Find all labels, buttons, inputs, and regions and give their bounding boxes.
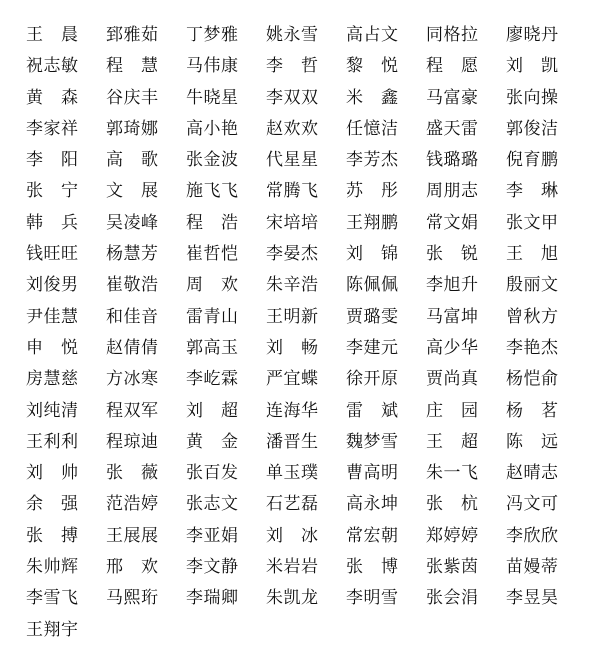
name-entry: 刘俊男 bbox=[26, 275, 79, 296]
name-entry: 方冰寒 bbox=[106, 369, 159, 390]
name-entry: 殷丽文 bbox=[506, 275, 559, 296]
name-entry: 程琼迪 bbox=[106, 431, 159, 452]
name-entry: 张向操 bbox=[506, 87, 559, 108]
name-entry: 任憶洁 bbox=[346, 118, 399, 139]
name-entry: 郭琦娜 bbox=[106, 118, 159, 139]
name-entry: 陈 远 bbox=[506, 431, 559, 452]
name-entry: 申 悦 bbox=[26, 337, 79, 358]
name-entry: 张会涓 bbox=[426, 588, 479, 609]
name-entry: 张紫茵 bbox=[426, 557, 479, 578]
name-entry: 张志文 bbox=[186, 494, 239, 515]
name-entry: 李晏杰 bbox=[266, 244, 319, 265]
name-entry: 冯文可 bbox=[506, 494, 559, 515]
name-entry: 谷庆丰 bbox=[106, 87, 159, 108]
name-entry: 常文娟 bbox=[426, 212, 479, 233]
name-entry: 陈佩佩 bbox=[346, 275, 399, 296]
name-entry: 徐开原 bbox=[346, 369, 399, 390]
name-entry: 李屹霖 bbox=[186, 369, 239, 390]
name-entry: 张 宁 bbox=[26, 181, 79, 202]
name-entry: 吴凌峰 bbox=[106, 212, 159, 233]
name-entry: 张 杭 bbox=[426, 494, 479, 515]
name-entry: 李芳杰 bbox=[346, 150, 399, 171]
name-entry: 张 博 bbox=[346, 557, 399, 578]
name-entry: 黎 悦 bbox=[346, 56, 399, 77]
name-entry: 程 愿 bbox=[426, 56, 479, 77]
name-entry: 李 琳 bbox=[506, 181, 559, 202]
name-entry: 朱辛浩 bbox=[266, 275, 319, 296]
name-entry: 高小艳 bbox=[186, 118, 239, 139]
name-entry: 文 展 bbox=[106, 181, 159, 202]
name-entry: 宋培培 bbox=[266, 212, 319, 233]
name-entry: 马富豪 bbox=[426, 87, 479, 108]
name-entry: 刘 锦 bbox=[346, 244, 399, 265]
name-entry: 代星星 bbox=[266, 150, 319, 171]
name-entry: 张 锐 bbox=[426, 244, 479, 265]
name-entry: 刘 超 bbox=[186, 400, 239, 421]
name-entry: 同格拉 bbox=[426, 25, 479, 45]
name-entry: 邢 欢 bbox=[106, 557, 159, 578]
name-entry: 张百发 bbox=[186, 463, 239, 484]
name-entry: 李雪飞 bbox=[26, 588, 79, 609]
name-entry: 常腾飞 bbox=[266, 181, 319, 202]
name-entry: 韩 兵 bbox=[26, 212, 79, 233]
name-entry: 李 阳 bbox=[26, 150, 79, 171]
name-entry: 王 晨 bbox=[26, 25, 79, 45]
name-entry: 朱凯龙 bbox=[266, 588, 319, 609]
name-entry: 李瑞卿 bbox=[186, 588, 239, 609]
name-entry: 崔哲恺 bbox=[186, 244, 239, 265]
name-entry: 祝志敏 bbox=[26, 56, 79, 77]
name-entry: 余 强 bbox=[26, 494, 79, 515]
name-entry: 严宜蝶 bbox=[266, 369, 319, 390]
name-entry: 范浩婷 bbox=[106, 494, 159, 515]
name-entry: 郅雅茹 bbox=[106, 25, 159, 45]
name-entry: 牛晓星 bbox=[186, 87, 239, 108]
name-entry: 刘 畅 bbox=[266, 337, 319, 358]
name-entry: 连海华 bbox=[266, 400, 319, 421]
name-entry: 廖晓丹 bbox=[506, 25, 559, 45]
name-entry: 王展展 bbox=[106, 525, 159, 546]
name-entry: 雷青山 bbox=[186, 306, 239, 327]
name-entry: 赵晴志 bbox=[506, 463, 559, 484]
name-entry: 米岩岩 bbox=[266, 557, 319, 578]
name-entry: 刘 冰 bbox=[266, 525, 319, 546]
name-entry: 赵倩倩 bbox=[106, 337, 159, 358]
name-entry: 高 歌 bbox=[106, 150, 159, 171]
name-entry: 程双军 bbox=[106, 400, 159, 421]
name-entry: 庄 园 bbox=[426, 400, 479, 421]
name-entry: 常宏朝 bbox=[346, 525, 399, 546]
name-entry: 张 搏 bbox=[26, 525, 79, 546]
name-entry: 高占文 bbox=[346, 25, 399, 45]
name-list-grid bbox=[26, 20, 586, 646]
name-entry: 李旭升 bbox=[426, 275, 479, 296]
name-entry: 马熙珩 bbox=[106, 588, 159, 609]
name-entry: 杨慧芳 bbox=[106, 244, 159, 265]
name-entry: 郭俊洁 bbox=[506, 118, 559, 139]
name-entry: 李双双 bbox=[266, 87, 319, 108]
name-entry: 李建元 bbox=[346, 337, 399, 358]
name-entry: 周 欢 bbox=[186, 275, 239, 296]
name-entry: 郑婷婷 bbox=[426, 525, 479, 546]
name-entry: 朱一飞 bbox=[426, 463, 479, 484]
name-entry: 马伟康 bbox=[186, 56, 239, 77]
name-entry: 黄 森 bbox=[26, 87, 79, 108]
name-entry: 黄 金 bbox=[186, 431, 239, 452]
name-entry: 王明新 bbox=[266, 306, 319, 327]
name-entry: 苏 彤 bbox=[346, 181, 399, 202]
name-entry: 施飞飞 bbox=[186, 181, 239, 202]
name-entry: 李明雪 bbox=[346, 588, 399, 609]
name-entry: 魏梦雪 bbox=[346, 431, 399, 452]
name-entry: 程 浩 bbox=[186, 212, 239, 233]
name-entry: 王翔鹏 bbox=[346, 212, 399, 233]
name-entry: 刘纯清 bbox=[26, 400, 79, 421]
name-entry: 郭高玉 bbox=[186, 337, 239, 358]
name-entry: 李艳杰 bbox=[506, 337, 559, 358]
name-entry: 张文甲 bbox=[506, 212, 559, 233]
name-entry: 张金波 bbox=[186, 150, 239, 171]
name-entry: 程 慧 bbox=[106, 56, 159, 77]
name-entry: 钱旺旺 bbox=[26, 244, 79, 265]
name-entry: 杨恺俞 bbox=[506, 369, 559, 390]
name-entry: 李 哲 bbox=[266, 56, 319, 77]
name-entry: 崔敬浩 bbox=[106, 275, 159, 296]
name-entry: 周朋志 bbox=[426, 181, 479, 202]
name-entry: 高少华 bbox=[426, 337, 479, 358]
name-entry: 贾璐雯 bbox=[346, 306, 399, 327]
name-entry: 李昱昊 bbox=[506, 588, 559, 609]
name-entry: 和佳音 bbox=[106, 306, 159, 327]
name-entry: 曹高明 bbox=[346, 463, 399, 484]
name-entry: 姚永雪 bbox=[266, 25, 319, 45]
name-entry: 杨 茗 bbox=[506, 400, 559, 421]
name-entry: 李文静 bbox=[186, 557, 239, 578]
name-entry: 倪育鹏 bbox=[506, 150, 559, 171]
name-entry: 雷 斌 bbox=[346, 400, 399, 421]
name-entry: 尹佳慧 bbox=[26, 306, 79, 327]
name-entry: 潘晋生 bbox=[266, 431, 319, 452]
name-entry: 李家祥 bbox=[26, 118, 79, 139]
name-entry: 高永坤 bbox=[346, 494, 399, 515]
name-entry: 王翔宇 bbox=[26, 619, 79, 640]
name-entry: 赵欢欢 bbox=[266, 118, 319, 139]
name-entry: 王 超 bbox=[426, 431, 479, 452]
name-entry: 贾尚真 bbox=[426, 369, 479, 390]
name-entry: 王 旭 bbox=[506, 244, 559, 265]
name-entry: 苗嫚蒂 bbox=[506, 557, 559, 578]
name-entry: 刘 凯 bbox=[506, 56, 559, 77]
name-entry: 刘 帅 bbox=[26, 463, 79, 484]
name-entry: 曾秋方 bbox=[506, 306, 559, 327]
name-entry: 房慧慈 bbox=[26, 369, 79, 390]
name-entry: 张 薇 bbox=[106, 463, 159, 484]
name-entry: 王利利 bbox=[26, 431, 79, 452]
name-entry: 钱璐璐 bbox=[426, 150, 479, 171]
name-entry: 米 鑫 bbox=[346, 87, 399, 108]
name-entry: 盛天雷 bbox=[426, 118, 479, 139]
name-entry: 丁梦雅 bbox=[186, 25, 239, 45]
name-entry: 马富坤 bbox=[426, 306, 479, 327]
name-entry: 单玉璞 bbox=[266, 463, 319, 484]
name-entry: 李欣欣 bbox=[506, 525, 559, 546]
name-entry: 石艺磊 bbox=[266, 494, 319, 515]
name-entry: 朱帅辉 bbox=[26, 557, 79, 578]
name-entry: 李亚娟 bbox=[186, 525, 239, 546]
